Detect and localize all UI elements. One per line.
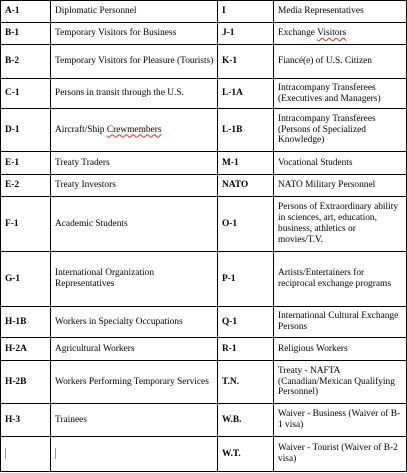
visa-code: F-1: [1, 197, 51, 252]
visa-description: Fiancé(e) of U.S. Citizen: [274, 45, 407, 79]
table-row: [1, 175, 407, 197]
visa-code: P-1: [218, 252, 274, 307]
visa-description: Media Representatives: [274, 1, 407, 23]
table-row: [1, 404, 407, 437]
visa-description: Temporary Visitors for Pleasure (Tourists): [51, 45, 218, 79]
visa-description: [274, 23, 407, 45]
spellcheck-flagged-word: Visitors: [317, 28, 347, 39]
table-row: [1, 252, 407, 307]
visa-code: I: [218, 1, 274, 23]
table-row: [1, 109, 407, 152]
visa-description: Treaty Traders: [51, 152, 218, 175]
visa-code: H-3: [1, 404, 51, 437]
visa-code: H-2B: [1, 361, 51, 404]
empty-cell: [51, 437, 218, 472]
visa-description: Persons in transit through the U.S.: [51, 79, 218, 109]
empty-cell: [1, 437, 51, 472]
visa-description: Artists/Entertainers for reciprocal exchange programs: [274, 252, 407, 307]
visa-description: Trainees: [51, 404, 218, 437]
visa-description: Religious Workers: [274, 338, 407, 361]
table-row: [1, 152, 407, 175]
visa-description: Academic Students: [51, 197, 218, 252]
visa-code: W.T.: [218, 437, 274, 472]
visa-code: H-2A: [1, 338, 51, 361]
visa-description: [51, 109, 218, 152]
visa-description: Intracompany Transferees (Executives and Managers): [274, 79, 407, 109]
visa-code: B-1: [1, 23, 51, 45]
visa-description: Diplomatic Personnel: [51, 1, 218, 23]
text-cursor-mark: [5, 448, 6, 459]
visa-description: International Organization Representatives: [51, 252, 218, 307]
visa-code: L-1B: [218, 109, 274, 152]
visa-description: International Cultural Exchange Persons: [274, 307, 407, 338]
table-row: [1, 79, 407, 109]
visa-description: Waiver - Business (Waiver of B-1 visa): [274, 404, 407, 437]
visa-code: C-1: [1, 79, 51, 109]
visa-code: E-2: [1, 175, 51, 197]
table-row: [1, 338, 407, 361]
visa-code: A-1: [1, 1, 51, 23]
visa-code: NATO: [218, 175, 274, 197]
text-cursor-mark: [55, 448, 56, 459]
description-text: Aircraft/Ship: [55, 124, 107, 135]
visa-description: Intracompany Transferees (Persons of Specialized Knowledge): [274, 109, 407, 152]
table-row: [1, 437, 407, 472]
visa-code: R-1: [218, 338, 274, 361]
visa-code: E-1: [1, 152, 51, 175]
visa-description: Workers in Specialty Occupations: [51, 307, 218, 338]
visa-code: H-1B: [1, 307, 51, 338]
visa-code: B-2: [1, 45, 51, 79]
table-row: [1, 361, 407, 404]
visa-description: Treaty Investors: [51, 175, 218, 197]
visa-code: G-1: [1, 252, 51, 307]
visa-code: T.N.: [218, 361, 274, 404]
table-row: [1, 45, 407, 79]
visa-code: K-1: [218, 45, 274, 79]
visa-code: J-1: [218, 23, 274, 45]
visa-code: D-1: [1, 109, 51, 152]
visa-description: Workers Performing Temporary Services: [51, 361, 218, 404]
spellcheck-flagged-word: Crewmembers: [106, 124, 162, 135]
visa-description: Agricultural Workers: [51, 338, 218, 361]
description-text: Exchange: [278, 28, 318, 39]
visa-code: Q-1: [218, 307, 274, 338]
visa-code: M-1: [218, 152, 274, 175]
table-row: [1, 197, 407, 252]
visa-description: Vocational Students: [274, 152, 407, 175]
table-row: [1, 307, 407, 338]
visa-code: W.B.: [218, 404, 274, 437]
visa-description: Waiver - Tourist (Waiver of B-2 visa): [274, 437, 407, 472]
table-row: [1, 1, 407, 23]
visa-description: Temporary Visitors for Business: [51, 23, 218, 45]
visa-code: L-1A: [218, 79, 274, 109]
visa-description: Persons of Extraordinary ability in sciences, art, education, business, athletics or movies/T.V.: [274, 197, 407, 252]
visa-code: O-1: [218, 197, 274, 252]
table-row: [1, 23, 407, 45]
visa-description: Treaty - NAFTA (Canadian/Mexican Qualifying Personnel): [274, 361, 407, 404]
visa-description: NATO Military Personnel: [274, 175, 407, 197]
